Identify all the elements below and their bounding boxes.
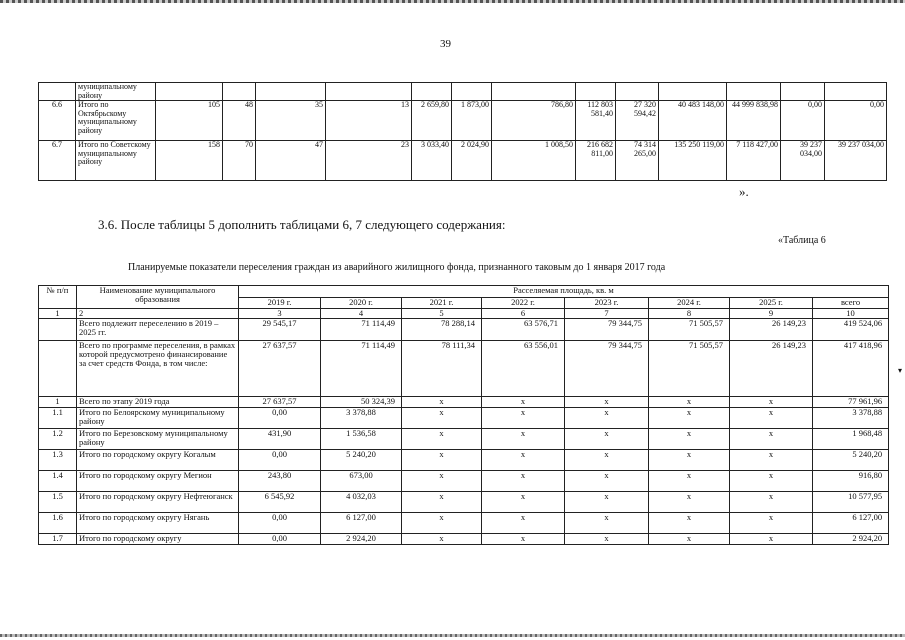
area-value: x bbox=[649, 408, 730, 429]
area-value: 79 344,75 bbox=[565, 319, 649, 341]
row-number: 6.6 bbox=[39, 101, 76, 141]
area-value: 0,00 bbox=[239, 513, 321, 534]
cell bbox=[727, 83, 781, 101]
row-name: Итого по городскому округу bbox=[77, 534, 239, 545]
area-value: x bbox=[565, 450, 649, 471]
row-number bbox=[39, 319, 77, 341]
closing-quote: ». bbox=[739, 184, 749, 199]
area-value: 417 418,96 bbox=[813, 341, 889, 397]
area-value: 27 637,57 bbox=[239, 397, 321, 408]
cell bbox=[781, 83, 825, 101]
area-value: 71 114,49 bbox=[321, 341, 402, 397]
area-value: x bbox=[402, 513, 482, 534]
area-value: 26 149,23 bbox=[730, 319, 813, 341]
colnum: 6 bbox=[482, 309, 565, 319]
area-value: 1 536,58 bbox=[321, 429, 402, 450]
cell: 39 237 034,00 bbox=[825, 141, 887, 181]
colnum: 10 bbox=[813, 309, 889, 319]
area-value: 78 288,14 bbox=[402, 319, 482, 341]
row-name: Итого по городскому округу Нягань bbox=[77, 513, 239, 534]
area-value: 71 114,49 bbox=[321, 319, 402, 341]
area-value: 27 637,57 bbox=[239, 341, 321, 397]
cell bbox=[326, 83, 412, 101]
main-table bbox=[38, 285, 889, 545]
area-value: x bbox=[482, 450, 565, 471]
row-name: Итого по городскому округу Нефтеюганск bbox=[77, 492, 239, 513]
row-number bbox=[39, 83, 76, 101]
area-value: x bbox=[402, 450, 482, 471]
table-row bbox=[39, 534, 889, 545]
cell: 105 bbox=[156, 101, 223, 141]
area-value: x bbox=[482, 471, 565, 492]
cell bbox=[412, 83, 452, 101]
area-value: x bbox=[402, 429, 482, 450]
row-name: Итого по Октябрьскому муниципальному району bbox=[76, 101, 156, 141]
area-value: 1 968,48 bbox=[813, 429, 889, 450]
area-value: 3 378,88 bbox=[813, 408, 889, 429]
row-name: Итого по городскому округу Когалым bbox=[77, 450, 239, 471]
area-value: 673,00 bbox=[321, 471, 402, 492]
cell: 40 483 148,00 bbox=[659, 101, 727, 141]
year-header: 2019 г. bbox=[239, 298, 321, 309]
area-value: x bbox=[482, 397, 565, 408]
row-name: Всего по этапу 2019 года bbox=[77, 397, 239, 408]
year-header: 2020 г. bbox=[321, 298, 402, 309]
row-name: Итого по Березовскому муниципальному району bbox=[77, 429, 239, 450]
area-value: x bbox=[730, 471, 813, 492]
header-name: Наименование муниципального образования bbox=[77, 286, 239, 309]
cell: 158 bbox=[156, 141, 223, 181]
cell bbox=[223, 83, 256, 101]
table-row bbox=[39, 141, 887, 181]
area-value: x bbox=[565, 513, 649, 534]
cell: 2 024,90 bbox=[452, 141, 492, 181]
area-value: 2 924,20 bbox=[321, 534, 402, 545]
area-value: 71 505,57 bbox=[649, 319, 730, 341]
area-value: 63 556,01 bbox=[482, 341, 565, 397]
year-header: 2025 г. bbox=[730, 298, 813, 309]
area-value: x bbox=[649, 450, 730, 471]
table-row bbox=[39, 101, 887, 141]
section-heading: 3.6. После таблицы 5 дополнить таблицами 6, 7 следующего содержания: bbox=[98, 217, 506, 232]
page-number: 39 bbox=[440, 38, 451, 50]
cell: 39 237 034,00 bbox=[781, 141, 825, 181]
cell: 13 bbox=[326, 101, 412, 141]
area-value: x bbox=[730, 397, 813, 408]
column-number-row bbox=[39, 309, 889, 319]
cell: 3 033,40 bbox=[412, 141, 452, 181]
area-value: 29 545,17 bbox=[239, 319, 321, 341]
table-row bbox=[39, 429, 889, 450]
area-value: x bbox=[402, 397, 482, 408]
cell: 112 803 581,40 bbox=[576, 101, 616, 141]
area-value: x bbox=[402, 492, 482, 513]
table-caption: Планируемые показатели переселения граждан из аварийного жилищного фонда, признанного таковым до 1 января 2017 года bbox=[128, 262, 666, 273]
row-number: 1.3 bbox=[39, 450, 77, 471]
year-header: всего bbox=[813, 298, 889, 309]
cell: 135 250 119,00 bbox=[659, 141, 727, 181]
area-value: 26 149,23 bbox=[730, 341, 813, 397]
area-value: x bbox=[402, 534, 482, 545]
row-name: Итого по Советскому муниципальному району bbox=[76, 141, 156, 181]
cell: 1 008,50 bbox=[492, 141, 576, 181]
cell: 0,00 bbox=[825, 101, 887, 141]
area-value: 916,80 bbox=[813, 471, 889, 492]
colnum: 8 bbox=[649, 309, 730, 319]
row-name: муниципальному району bbox=[76, 83, 156, 101]
cell: 23 bbox=[326, 141, 412, 181]
area-value: 77 961,96 bbox=[813, 397, 889, 408]
area-value: 0,00 bbox=[239, 450, 321, 471]
table-row bbox=[39, 450, 889, 471]
area-value: x bbox=[565, 408, 649, 429]
colnum: 4 bbox=[321, 309, 402, 319]
area-value: x bbox=[730, 450, 813, 471]
area-value: 4 032,03 bbox=[321, 492, 402, 513]
area-value: 78 111,34 bbox=[402, 341, 482, 397]
cell: 70 bbox=[223, 141, 256, 181]
cell: 27 320 594,42 bbox=[616, 101, 659, 141]
year-header: 2023 г. bbox=[565, 298, 649, 309]
row-name: Итого по Белоярскому муниципальному району bbox=[77, 408, 239, 429]
table-reference: «Таблица 6 bbox=[778, 235, 826, 246]
area-value: x bbox=[565, 492, 649, 513]
area-value: x bbox=[565, 534, 649, 545]
row-number: 1.2 bbox=[39, 429, 77, 450]
cell: 47 bbox=[256, 141, 326, 181]
area-value: 5 240,20 bbox=[813, 450, 889, 471]
area-value: 2 924,20 bbox=[813, 534, 889, 545]
cell: 1 873,00 bbox=[452, 101, 492, 141]
table-row bbox=[39, 397, 889, 408]
row-number: 1.4 bbox=[39, 471, 77, 492]
cell: 786,80 bbox=[492, 101, 576, 141]
cell: 0,00 bbox=[781, 101, 825, 141]
area-value: 243,80 bbox=[239, 471, 321, 492]
cell bbox=[452, 83, 492, 101]
area-value: x bbox=[565, 397, 649, 408]
table-row bbox=[39, 83, 887, 101]
area-value: 3 378,88 bbox=[321, 408, 402, 429]
area-value: x bbox=[482, 408, 565, 429]
area-value: x bbox=[482, 513, 565, 534]
colnum: 5 bbox=[402, 309, 482, 319]
row-name: Всего подлежит переселению в 2019 – 2025 гг. bbox=[77, 319, 239, 341]
table-row bbox=[39, 513, 889, 534]
header-no: № п/п bbox=[39, 286, 77, 309]
table-row bbox=[39, 408, 889, 429]
row-number bbox=[39, 341, 77, 397]
cell bbox=[256, 83, 326, 101]
area-value: x bbox=[482, 534, 565, 545]
area-value: 63 576,71 bbox=[482, 319, 565, 341]
area-value: x bbox=[649, 397, 730, 408]
row-number: 1 bbox=[39, 397, 77, 408]
continuation-table bbox=[38, 82, 887, 181]
area-value: x bbox=[565, 471, 649, 492]
row-name: Итого по городскому округу Мегион bbox=[77, 471, 239, 492]
row-number: 6.7 bbox=[39, 141, 76, 181]
row-number: 1.5 bbox=[39, 492, 77, 513]
area-value: x bbox=[402, 471, 482, 492]
area-value: x bbox=[649, 513, 730, 534]
area-value: x bbox=[649, 471, 730, 492]
area-value: x bbox=[565, 429, 649, 450]
colnum: 3 bbox=[239, 309, 321, 319]
row-name: Всего по программе переселения, в рамках которой предусмотрено финансирование за счет средств Фонда, в том числе: bbox=[77, 341, 239, 397]
margin-mark: ▾ bbox=[898, 366, 903, 375]
header-row bbox=[39, 286, 889, 298]
cell: 74 314 265,00 bbox=[616, 141, 659, 181]
year-header: 2022 г. bbox=[482, 298, 565, 309]
area-value: 6 545,92 bbox=[239, 492, 321, 513]
area-value: x bbox=[730, 492, 813, 513]
cell bbox=[492, 83, 576, 101]
area-value: x bbox=[482, 492, 565, 513]
cell: 2 659,80 bbox=[412, 101, 452, 141]
cell: 7 118 427,00 bbox=[727, 141, 781, 181]
row-number: 1.7 bbox=[39, 534, 77, 545]
colnum: 1 bbox=[39, 309, 77, 319]
header-area: Расселяемая площадь, кв. м bbox=[239, 286, 889, 298]
area-value: x bbox=[649, 534, 730, 545]
area-value: x bbox=[730, 534, 813, 545]
scan-edge-top bbox=[0, 0, 905, 3]
year-header: 2024 г. bbox=[649, 298, 730, 309]
row-number: 1.1 bbox=[39, 408, 77, 429]
area-value: 0,00 bbox=[239, 408, 321, 429]
area-value: x bbox=[649, 492, 730, 513]
cell: 216 682 811,00 bbox=[576, 141, 616, 181]
table-row bbox=[39, 492, 889, 513]
colnum: 2 bbox=[77, 309, 239, 319]
area-value: 431,90 bbox=[239, 429, 321, 450]
area-value: 71 505,57 bbox=[649, 341, 730, 397]
cell bbox=[156, 83, 223, 101]
cell: 48 bbox=[223, 101, 256, 141]
cell: 44 999 838,98 bbox=[727, 101, 781, 141]
area-value: x bbox=[402, 408, 482, 429]
cell bbox=[616, 83, 659, 101]
row-number: 1.6 bbox=[39, 513, 77, 534]
area-value: x bbox=[730, 513, 813, 534]
area-value: x bbox=[482, 429, 565, 450]
cell bbox=[659, 83, 727, 101]
area-value: x bbox=[730, 408, 813, 429]
year-header: 2021 г. bbox=[402, 298, 482, 309]
area-value: 6 127,00 bbox=[813, 513, 889, 534]
table-row bbox=[39, 319, 889, 341]
area-value: x bbox=[730, 429, 813, 450]
table-row bbox=[39, 341, 889, 397]
area-value: x bbox=[649, 429, 730, 450]
area-value: 10 577,95 bbox=[813, 492, 889, 513]
cell: 35 bbox=[256, 101, 326, 141]
scan-edge-bottom bbox=[0, 634, 905, 637]
colnum: 9 bbox=[730, 309, 813, 319]
cell bbox=[825, 83, 887, 101]
area-value: 6 127,00 bbox=[321, 513, 402, 534]
area-value: 0,00 bbox=[239, 534, 321, 545]
area-value: 79 344,75 bbox=[565, 341, 649, 397]
colnum: 7 bbox=[565, 309, 649, 319]
area-value: 419 524,06 bbox=[813, 319, 889, 341]
table-row bbox=[39, 471, 889, 492]
cell bbox=[576, 83, 616, 101]
area-value: 50 324,39 bbox=[321, 397, 402, 408]
area-value: 5 240,20 bbox=[321, 450, 402, 471]
